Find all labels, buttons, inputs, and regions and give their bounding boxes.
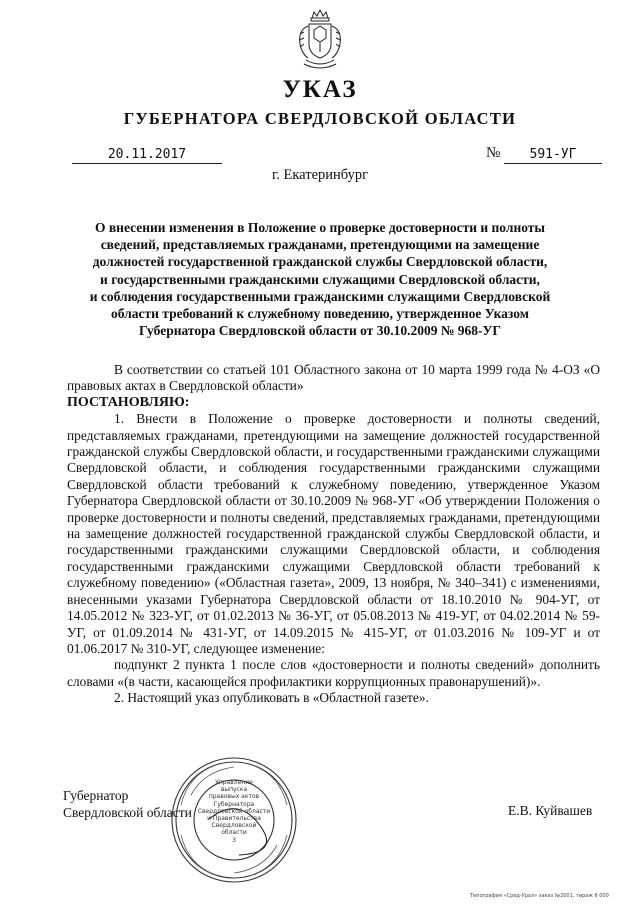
decree-date: 20.11.2017	[72, 147, 222, 164]
coat-of-arms-icon	[294, 8, 346, 74]
seal-line: правовых актов	[208, 793, 260, 801]
heading-line: сведений, представляемых гражданами, претендующими на замещение	[100, 237, 540, 253]
decree-body	[67, 362, 600, 707]
seal-line: области	[221, 829, 247, 837]
subitem-paragraph: подпункт 2 пункта 1 после слов «достоверности и полноты сведений» дополнить словами «(в части, касающейся профилактики коррупционных правонарушений)».	[67, 657, 600, 689]
seal-line: Свердловской	[211, 822, 257, 830]
heading-line: области требований к служебному поведению, утвержденное Указом	[111, 306, 529, 322]
seal-line: Губернатора	[213, 800, 255, 808]
seal-line: выпуска	[220, 786, 248, 794]
document-type-title: УКАЗ	[282, 76, 358, 103]
decree-heading	[60, 219, 580, 339]
issuer-title: ГУБЕРНАТОРА СВЕРДЛОВСКОЙ ОБЛАСТИ	[123, 109, 517, 128]
signatory-name: Е.В. Куйвашев	[508, 803, 593, 818]
seal-line: Свердловской области	[197, 807, 271, 815]
preamble-paragraph: В соответствии со статьей 101 Областного закона от 10 марта 1999 года № 4-ОЗ «О правовых актах в Свердловской области»	[67, 362, 600, 394]
seal-line: и Правительства	[207, 815, 261, 823]
heading-line: Губернатора Свердловской области от 30.10.2009 № 968-УГ	[138, 323, 501, 339]
item-1-paragraph: 1. Внести в Положение о проверке достоверности и полноты сведений, представляемых гражданами, претендующими на замещение должностей государственной гражданской службы Свердловской области, и государственными гражданскими служащими Свердловской области, и соблюдения государственными гражданскими служащими Свердловской области требований к служебному поведению, утвержденное Указом Губернатора Свердловской области от 30.10.2009 № 968-УГ «Об утверждении Положения о проверке достоверности и полноты сведений, представляемых гражданами, претендующими на замещение должностей государственной гражданской службы Свердловской области, и государственными гражданскими служащими Свердловской области, и соблюдения государственными гражданскими служащими Свердловской области требований к служебному поведению» («Областная газета», 2009, 13 ноября, № 340–341) с изменениями, внесенными указами Губернатора Свердловской области от 18.10.2010 № 904-УГ, от 14.05.2012 № 323-УГ, от 01.02.2013 № 36-УГ, от 05.08.2013 № 419-УГ, от 04.02.2014 № 59-УГ, от 01.09.2014 № 431-УГ, от 14.09.2015 № 415-УГ, от 01.03.2016 № 109-УГ и от 01.06.2017 № 310-УГ, следующее изменение:	[67, 411, 600, 656]
heading-line: О внесении изменения в Положение о проверке достоверности и полноты	[95, 220, 545, 235]
decree-word: ПОСТАНОВЛЯЮ:	[67, 394, 190, 410]
heading-line: и государственными гражданскими служащими Свердловской области,	[100, 271, 540, 287]
item-2-paragraph: 2. Настоящий указ опубликовать в «Областной газете».	[114, 690, 429, 706]
position-line: Губернатор	[63, 788, 129, 803]
decree-number: 591-УГ	[504, 147, 602, 164]
seal-line: Управление	[215, 779, 253, 786]
printer-note: Типография «Сред-Урал» заказ №2001, тираж 6 000	[470, 893, 609, 899]
heading-line: и соблюдения государственными гражданскими служащими Свердловской	[89, 288, 551, 304]
city-line: г. Екатеринбург	[271, 167, 369, 183]
seal-inner-text	[184, 779, 284, 844]
position-line: Свердловской области	[63, 805, 192, 820]
number-label: №	[486, 145, 501, 161]
seal-line: 3	[232, 836, 236, 844]
heading-line: должностей государственной гражданской службы Свердловской области,	[92, 254, 548, 270]
